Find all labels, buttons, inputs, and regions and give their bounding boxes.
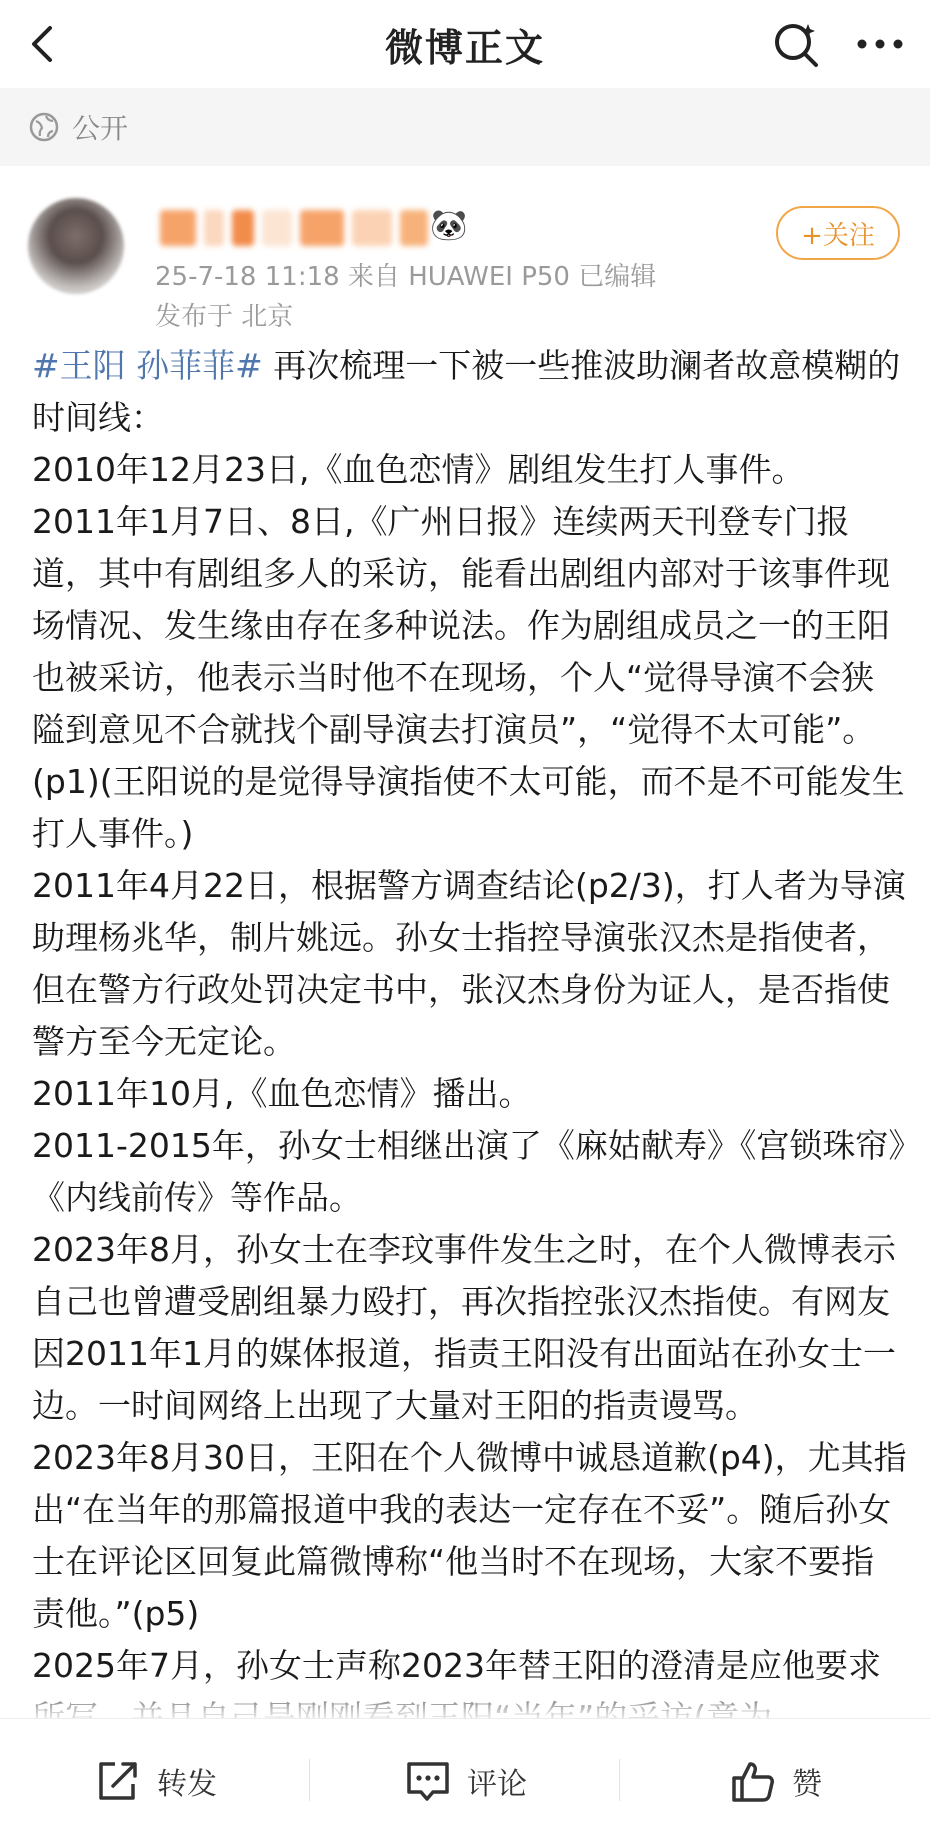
post-paragraph: #王阳 孙菲菲# 再次梳理一下被一些推波助澜者故意模糊的时间线： — [32, 346, 901, 437]
globe-icon — [28, 111, 60, 143]
post-paragraph: 2010年12月23日,《血色恋情》剧组发生打人事件。 — [32, 450, 805, 489]
follow-button[interactable]: +关注 — [776, 206, 900, 260]
avatar[interactable] — [28, 198, 124, 294]
comment-label: 评论 — [467, 1767, 527, 1802]
like-button[interactable] — [620, 1719, 930, 1843]
repost-button[interactable] — [0, 1719, 310, 1843]
post-paragraph: 2011年4月22日，根据警方调查结论(p2/3)，打人者为导演助理杨兆华，制片姚远。孙女士指控导演张汉杰是指使者，但在警方行政处罚决定书中，张汉杰身份为证人，是否指使警方至今无定论。 — [32, 866, 906, 1061]
comment-icon — [403, 1756, 453, 1806]
post-paragraph: 2023年8月，孙女士在李玟事件发生之时，在个人微博表示自己也曾遭受剧组暴力殴打，再次指控张汉杰指使。有网友因2011年1月的媒体报道，指责王阳没有出面站在孙女士一边。一时间网络上出现了大量对王阳的指责谩骂。 — [32, 1230, 896, 1425]
repost-icon — [93, 1756, 143, 1806]
page-title: 微博正文 — [384, 25, 545, 70]
visibility-bar — [0, 88, 930, 166]
post-paragraph: 2025年7月，孙女士声称2023年替王阳的澄清是应他要求 — [32, 1646, 881, 1685]
author-header — [0, 168, 930, 332]
comment-button[interactable] — [310, 1719, 620, 1843]
topic-tag-link[interactable]: #王阳 孙菲菲# — [32, 346, 263, 385]
thumbs-up-icon — [728, 1756, 778, 1806]
post-meta: 25-7-18 11:18 来自 HUAWEI P50 已编辑 — [155, 262, 657, 292]
post-body — [32, 340, 907, 1744]
bottom-action-bar — [0, 1718, 930, 1843]
repost-label: 转发 — [157, 1767, 217, 1802]
back-arrow-icon[interactable] — [22, 22, 66, 66]
search-icon[interactable] — [770, 18, 822, 70]
like-label: 赞 — [792, 1767, 822, 1802]
post-paragraph: 2011-2015年，孙女士相继出演了《麻姑献寿》《宫锁珠帘》《内线前传》等作品。 — [32, 1126, 905, 1217]
author-name-redacted[interactable] — [160, 210, 428, 250]
post-location: 发布于 北京 — [155, 302, 294, 332]
panda-emoji-icon: 🐼 — [430, 208, 468, 243]
post-paragraph: 2023年8月30日，王阳在个人微博中诚恳道歉(p4)，尤其指出“在当年的那篇报道中我的表达一定存在不妥”。随后孙女士在评论区回复此篇微博称“他当时不在现场，大家不要指责他。”(p5) — [32, 1438, 907, 1633]
post-paragraph: 2011年10月,《血色恋情》播出。 — [32, 1074, 532, 1113]
top-navigation-bar — [0, 0, 930, 88]
visibility-label: 公开 — [72, 112, 129, 145]
post-paragraph: 2011年1月7日、8日,《广州日报》连续两天刊登专门报道，其中有剧组多人的采访，能看出剧组内部对于该事件现场情况、发生缘由存在多种说法。作为剧组成员之一的王阳也被采访，他表示当时他不在现场，个人“觉得导演不会狭隘到意见不合就找个副导演去打演员”，“觉得不太可能”。(p1)(王阳说的是觉得导演指使不太可能，而不是不可能发生打人事件。) — [32, 502, 905, 853]
more-options-icon[interactable] — [852, 18, 908, 70]
